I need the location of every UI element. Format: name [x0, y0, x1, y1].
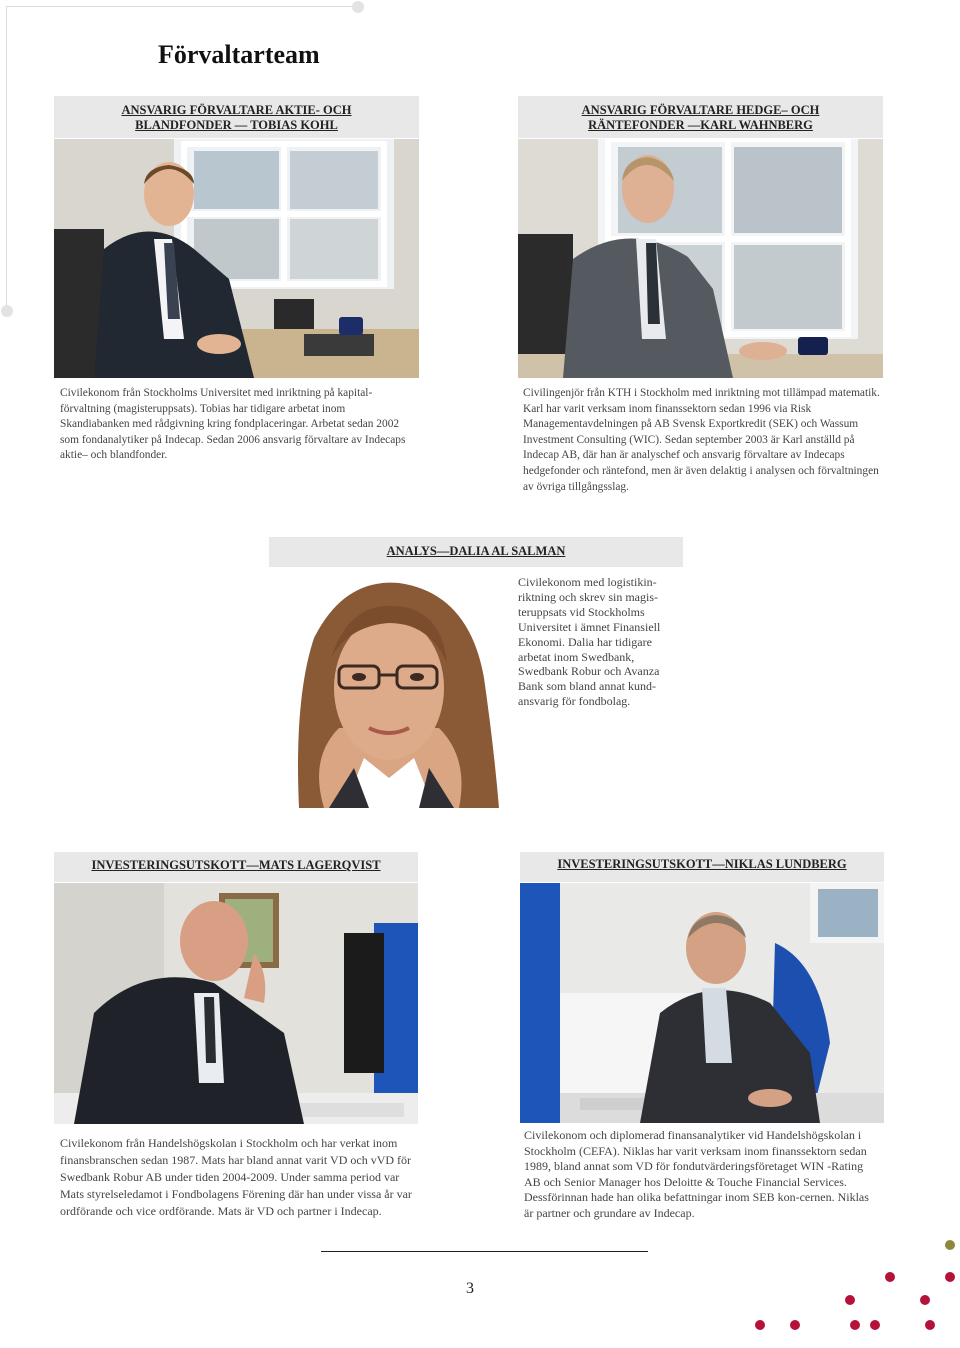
lagerqvist-bio: Civilekonom från Handelshögskolan i Stockholm och har verkat inom finansbranschen sedan 1987. Mats har bland annat varit VD och vVD för Swedbank Robur AB under tiden 2004-2009. Under samma period var Mats styrelseledamot i Fondbolagens Förening där han under vissa år var ordförande och vice ordförande. Mats är VD och partner i Indecap.	[60, 1136, 412, 1218]
decorative-dot	[1, 305, 13, 317]
wahnberg-header	[518, 96, 883, 138]
page-number: 3	[466, 1280, 474, 1297]
decorative-dot	[755, 1320, 765, 1330]
lundberg-bio: Civilekonom och diplomerad finansanalytiker vid Handelshögskolan i Stockholm (CEFA). Niklas har varit verksam inom finanssektorn sedan 1989, bland annat som VD för fondutvärderingsföretaget WIN -Rating AB och Senior Manager hos Deloitte & Touche Financial Services. Dessförinnan hade han olika befattningar inom SEB kon-cernen. Niklas är partner och grundare av Indecap.	[524, 1128, 869, 1220]
wahnberg-header-line2: RÄNTEFONDER —KARL WAHNBERG	[588, 118, 813, 132]
decorative-dot	[870, 1320, 880, 1330]
kohl-header-line1: ANSVARIG FÖRVALTARE AKTIE- OCH	[121, 103, 352, 117]
decorative-dot	[925, 1320, 935, 1330]
lagerqvist-photo	[54, 883, 418, 1124]
wahnberg-bio: Civilingenjör från KTH i Stockholm med inriktning mot tillämpad matematik. Karl har varit verksam inom finanssektorn sedan 1996 via Risk Managementavdelningen på AB Svensk Exportkredit (SEK) och Wassum Investment Consulting (WIC). Sedan september 2003 är Karl anställd på Indecap AB, där han är analyschef och ansvarig förvaltare av Indecaps hedgefonder och räntefond, men är även delaktig i analysen och förvaltningen av övriga tillgångsslag.	[523, 387, 880, 493]
decorative-dot	[352, 1, 364, 13]
wahnberg-photo	[518, 139, 883, 378]
decorative-dot	[920, 1295, 930, 1305]
decorative-dot	[945, 1272, 955, 1282]
decorative-dot	[850, 1320, 860, 1330]
decorative-dot	[790, 1320, 800, 1330]
kohl-photo	[54, 139, 419, 378]
decorative-dot	[945, 1240, 955, 1250]
wahnberg-header-line1: ANSVARIG FÖRVALTARE HEDGE– OCH	[581, 103, 820, 117]
salman-photo	[269, 578, 503, 808]
salman-header: ANALYS—DALIA AL SALMAN	[269, 537, 683, 567]
lundberg-header: INVESTERINGSUTSKOTT—NIKLAS LUNDBERG	[520, 852, 884, 882]
decorative-dot	[885, 1272, 895, 1282]
salman-bio: Civilekonom med logistikin-riktning och skrev sin magis-teruppsats vid Stockholms Universitet i ämnet Finansiell Ekonomi. Dalia har tidigare arbetat inom Swedbank, Swedbank Robur och Avanza Bank som bland annat kund-ansvarig för fondbolag.	[518, 575, 661, 709]
lagerqvist-header: INVESTERINGSUTSKOTT—MATS LAGERQVIST	[54, 852, 418, 882]
kohl-header-line2: BLANDFONDER — TOBIAS KOHL	[135, 118, 338, 132]
kohl-bio: Civilekonom från Stockholms Universitet med inriktning på kapital-förvaltning (magisteruppsats). Tobias har tidigare arbetat inom Skandiabanken med rådgivning kring fondplaceringar. Arbetat sedan 2002 som fondanalytiker på Indecap. Sedan 2006 ansvarig förvaltare av Indecaps aktie– och blandfonder.	[60, 387, 406, 462]
footer-rule	[321, 1251, 648, 1252]
kohl-header	[54, 96, 419, 138]
lundberg-photo	[520, 883, 884, 1123]
page-title: Förvaltarteam	[158, 40, 320, 69]
decorative-dot	[845, 1295, 855, 1305]
